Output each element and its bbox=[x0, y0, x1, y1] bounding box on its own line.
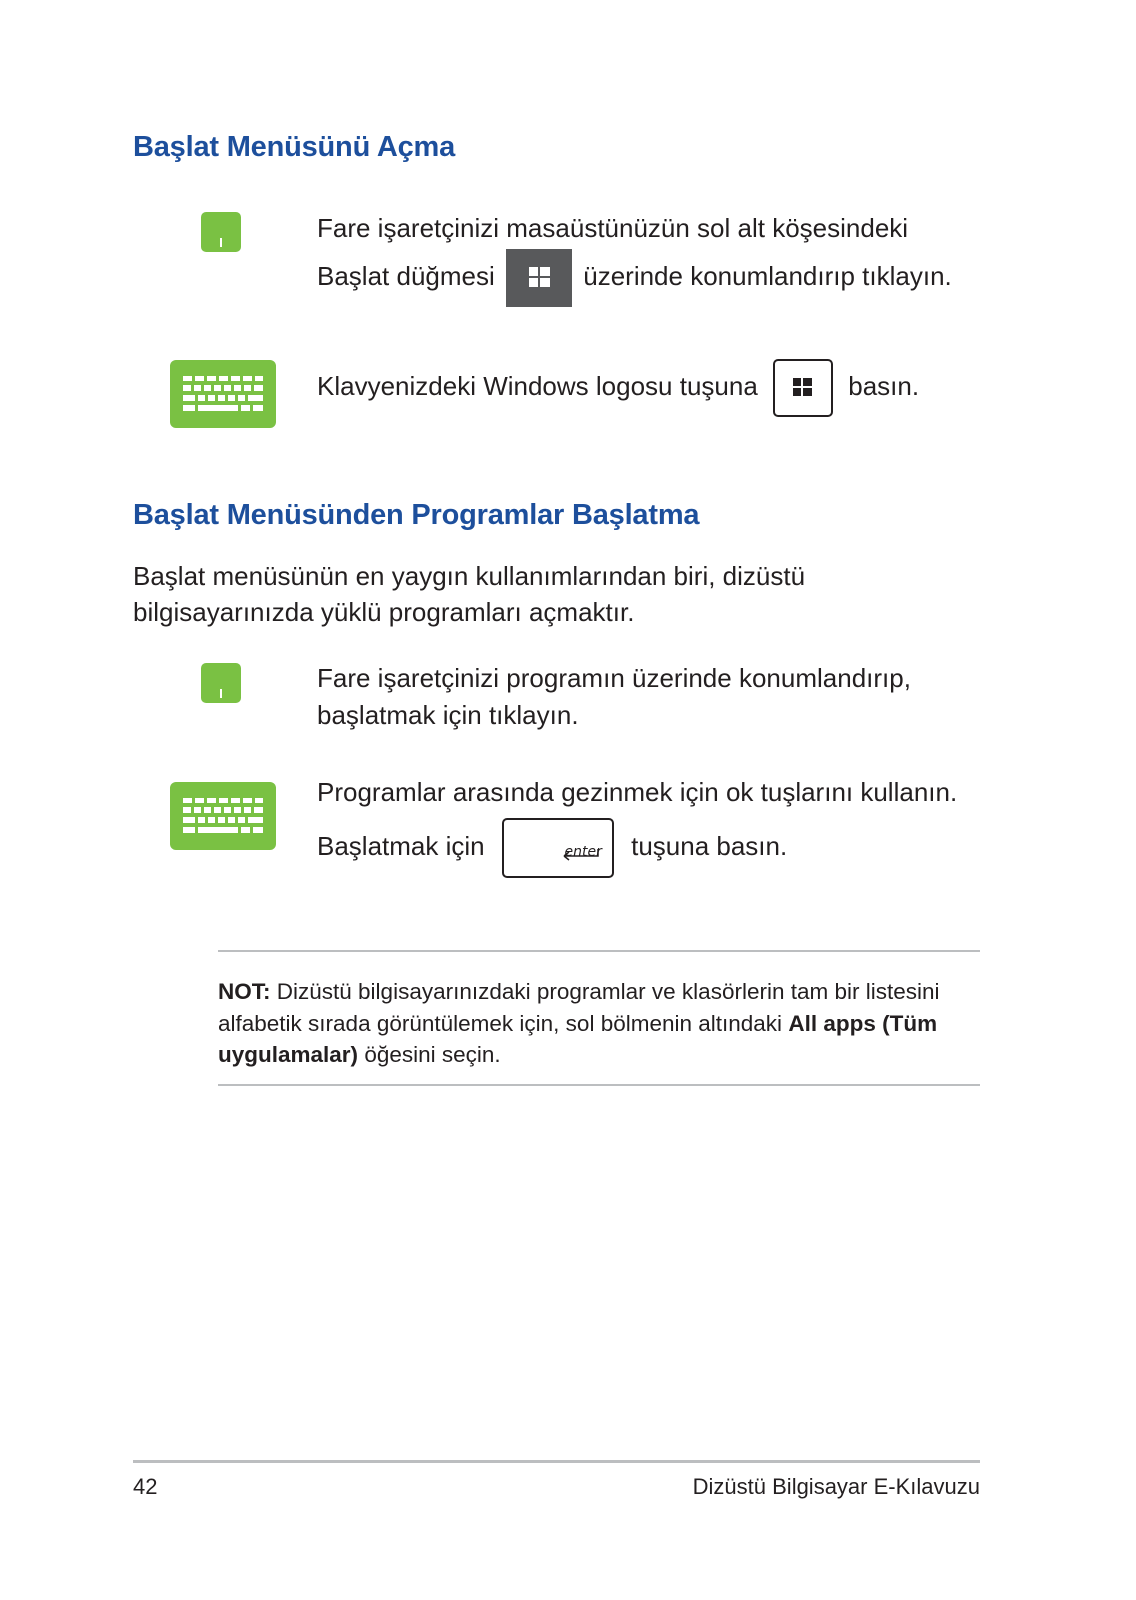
touchpad-icon bbox=[201, 212, 241, 252]
instruction-touchpad-line2 bbox=[317, 249, 952, 307]
keyboard-icon bbox=[170, 782, 276, 850]
instruction-text: üzerinde konumlandırıp tıklayın. bbox=[583, 260, 952, 291]
note-top-rule bbox=[218, 950, 980, 952]
intro-line1: Başlat menüsünün en yaygın kullanımlarından biri, dizüstü bbox=[133, 561, 806, 591]
note-text: alfabetik sırada görüntülemek için, sol bölmenin altındaki bbox=[218, 1011, 783, 1036]
instruction-keyboard bbox=[317, 359, 919, 417]
note-bold-applications: uygulamalar) bbox=[218, 1042, 359, 1067]
note-label: NOT: bbox=[218, 979, 271, 1004]
instruction-text: basın. bbox=[848, 370, 920, 401]
footer-rule bbox=[133, 1460, 980, 1463]
instruction-keyboard-line1: Programlar arasında gezinmek için ok tuşlarını kullanın. bbox=[317, 777, 958, 807]
note-line3 bbox=[218, 1039, 501, 1071]
intro-line2: bilgisayarınızda yüklü programları açmaktır. bbox=[133, 597, 635, 627]
instruction-text: Klavyenizdeki Windows logosu tuşuna bbox=[317, 370, 758, 401]
windows-key-icon bbox=[773, 359, 833, 417]
instruction-text: Başlatmak için bbox=[317, 830, 485, 861]
section-heading-launch-programs: Başlat Menüsünden Programlar Başlatma bbox=[133, 499, 700, 531]
enter-key-icon bbox=[502, 818, 614, 878]
instruction-text: Başlat düğmesi bbox=[317, 260, 495, 291]
page-number: 42 bbox=[133, 1474, 158, 1499]
instruction-touchpad-line2: başlatmak için tıklayın. bbox=[317, 700, 579, 730]
note-text: öğesini seçin. bbox=[364, 1042, 501, 1067]
note-line2 bbox=[218, 1008, 937, 1040]
instruction-touchpad-line1: Fare işaretçinizi programın üzerinde konumlandırıp, bbox=[317, 663, 911, 693]
enter-key-label: enter bbox=[564, 844, 602, 860]
section-heading-open-start-menu: Başlat Menüsünü Açma bbox=[133, 131, 456, 163]
keyboard-icon bbox=[170, 360, 276, 428]
touchpad-icon bbox=[201, 663, 241, 703]
note-text: Dizüstü bilgisayarınızdaki programlar ve klasörlerin tam bir listesini bbox=[276, 979, 940, 1004]
note-bold-all-apps: All apps (Tüm bbox=[788, 1011, 938, 1036]
note-line1 bbox=[218, 976, 940, 1008]
manual-title: Dizüstü Bilgisayar E-Kılavuzu bbox=[692, 1474, 980, 1499]
instruction-touchpad-line1: Fare işaretçinizi masaüstünüzün sol alt köşesindeki bbox=[317, 213, 909, 243]
instruction-keyboard-line2 bbox=[317, 818, 787, 878]
note-bottom-rule bbox=[218, 1084, 980, 1086]
windows-start-button-icon bbox=[506, 249, 572, 307]
instruction-text: tuşuna basın. bbox=[631, 830, 788, 861]
